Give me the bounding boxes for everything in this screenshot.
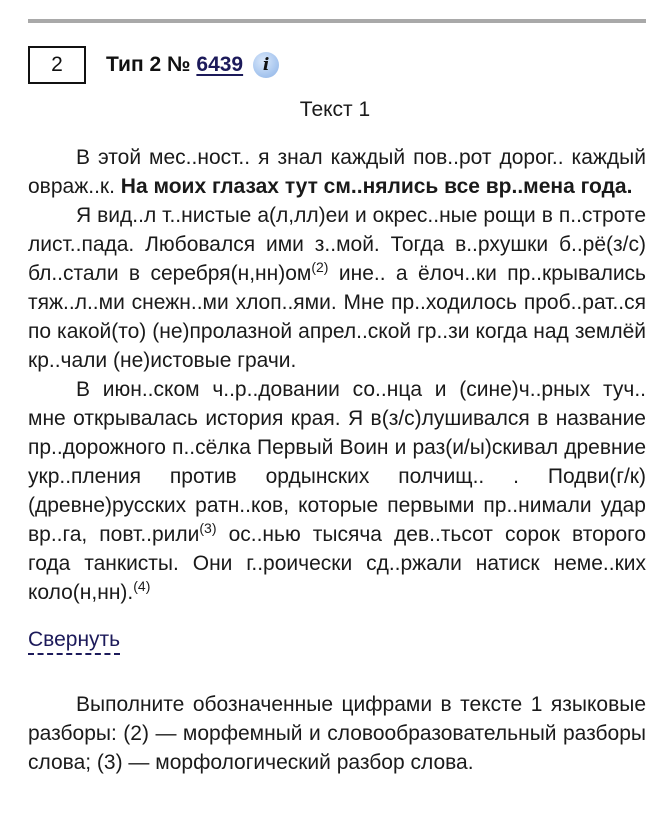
paragraph-3 <box>28 375 646 607</box>
collapse-link[interactable]: Свернуть <box>28 627 120 655</box>
paragraph-2-text-a: Я вид..л т..нистые а(л,лл)еи и окрес..ные рощи в п..строте лист..пада. Любовался ими з..мой. Тогда в..рхушки б..рё(з/с) бл..стали в серебря(н,нн)ом <box>28 204 646 285</box>
paragraph-1-bold-sentence: На моих глазах тут см..нялись все вр..мена года. <box>120 175 633 198</box>
footnote-marker-3: (3) <box>199 520 217 536</box>
footnote-marker-4: (4) <box>133 578 151 594</box>
paragraph-2 <box>28 201 646 375</box>
passage-text <box>28 143 646 607</box>
paragraph-3-text-a: В июн..ском ч..р..довании со..нца и (сине)ч..рных туч.. мне открывалась история края. Я в(з/с)лушивался в название пр..дорожного п..сёлка Первый Воин и раз(и/ы)скивал древние укр..пления против ордынских полчищ.. . Подви(г/к) (древне)русских ратн..ков, которые первыми пр..нимали удар вр..га, повт..рили <box>28 378 646 546</box>
paragraph-3-text-b: ос..нью тысяча дев..тьсот сорок второго года танкисты. Они г..роически сд..ржали натиск неме..ких коло(н,нн). <box>28 523 647 604</box>
task-id-link[interactable]: 6439 <box>196 53 244 76</box>
task-header <box>28 44 279 86</box>
task-instruction: Выполните обозначенные цифрами в тексте 1 языковые разборы: (2) — морфемный и словообразовательный разборы слова; (3) — морфологический разбор слова. <box>28 693 646 774</box>
paragraph-1-text: В этой мес..ност.. я знал каждый пов..рот дорог.. каждый овраж..к. <box>28 146 646 198</box>
paragraph-1 <box>28 143 646 201</box>
footnote-marker-2: (2) <box>311 259 329 275</box>
task-type-label: Тип 2 № <box>106 53 191 76</box>
top-divider <box>28 19 646 23</box>
task-number-box <box>28 46 86 84</box>
info-icon[interactable]: i <box>253 52 279 78</box>
task-number: 2 <box>51 53 63 76</box>
paragraph-2-text-b: ине.. а ёлоч..ки пр..крывались тяж..л..ми снежн..ми хлоп..ями. Мне пр..ходилось проб..рат..ся по какой(то) (не)пролазной апрел..ской гр..зи когда над землёй кр..чали (не)истовые грачи. <box>28 262 646 372</box>
text-title: Текст 1 <box>299 98 371 121</box>
